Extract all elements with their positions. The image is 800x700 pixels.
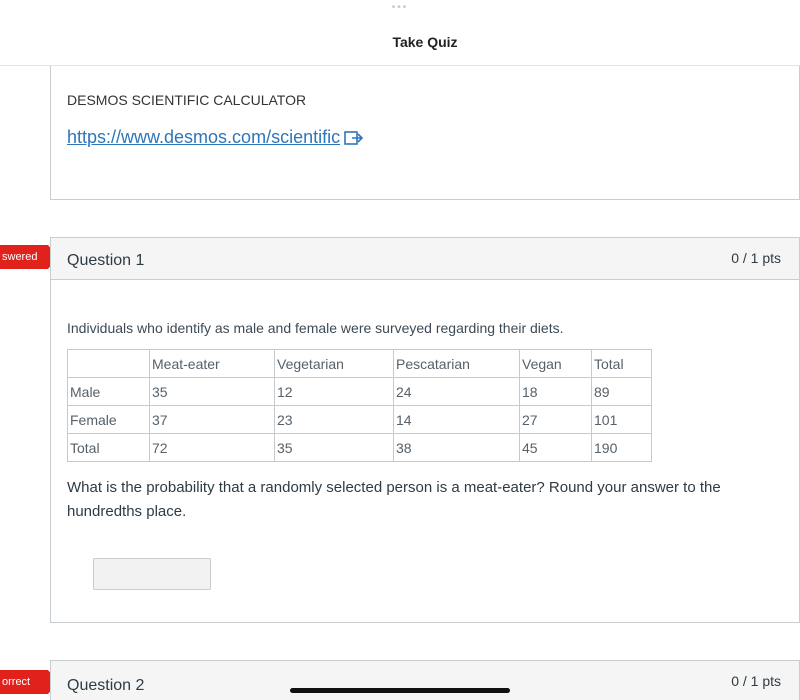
table-cell: 89 xyxy=(592,378,652,406)
table-row xyxy=(68,378,652,406)
table-header-cell: Vegetarian xyxy=(275,350,394,378)
question-2-title: Question 2 xyxy=(67,677,145,694)
home-indicator[interactable] xyxy=(290,688,510,693)
table-cell: 190 xyxy=(592,434,652,462)
table-cell: 37 xyxy=(150,406,275,434)
table-cell: Male xyxy=(68,378,150,406)
table-cell: Female xyxy=(68,406,150,434)
table-cell: 45 xyxy=(520,434,592,462)
calculator-title: DESMOS SCIENTIFIC CALCULATOR xyxy=(67,92,307,108)
table-cell: 24 xyxy=(394,378,520,406)
question-1-header xyxy=(51,238,799,280)
table-cell: 35 xyxy=(275,434,394,462)
calculator-panel xyxy=(50,66,800,200)
page-title: Take Quiz xyxy=(392,34,458,50)
question-2-points: 0 / 1 pts xyxy=(731,673,781,689)
question-1-intro: Individuals who identify as male and female were surveyed regarding their diets. xyxy=(67,320,564,336)
table-cell: 14 xyxy=(394,406,520,434)
table-cell: 18 xyxy=(520,378,592,406)
table-header-cell xyxy=(68,350,150,378)
question-1-points: 0 / 1 pts xyxy=(731,250,781,266)
table-cell: Total xyxy=(68,434,150,462)
question-2-header xyxy=(51,661,799,700)
table-header-cell: Meat-eater xyxy=(150,350,275,378)
external-link-icon xyxy=(344,130,364,146)
table-cell: 35 xyxy=(150,378,275,406)
question-2-card xyxy=(50,660,800,700)
table-cell: 23 xyxy=(275,406,394,434)
table-header-cell: Total xyxy=(592,350,652,378)
table-header-row xyxy=(68,350,652,378)
table-cell: 12 xyxy=(275,378,394,406)
question-1-title: Question 1 xyxy=(67,252,145,269)
table-cell: 38 xyxy=(394,434,520,462)
table-cell: 101 xyxy=(592,406,652,434)
table-cell: 72 xyxy=(150,434,275,462)
calculator-link[interactable] xyxy=(67,127,364,148)
table-cell: 27 xyxy=(520,406,592,434)
table-header-cell: Vegan xyxy=(520,350,592,378)
table-header-cell: Pescatarian xyxy=(394,350,520,378)
unanswered-flag: swered xyxy=(0,245,48,269)
diet-table xyxy=(67,349,652,462)
answer-input[interactable] xyxy=(93,558,211,590)
question-1-card xyxy=(50,237,800,623)
question-1-prompt: What is the probability that a randomly selected person is a meat-eater? Round your answer to the hundredths place. xyxy=(67,479,721,520)
table-row xyxy=(68,434,652,462)
top-bar xyxy=(0,0,800,66)
incorrect-flag: orrect xyxy=(0,670,48,694)
window-dots: ••• xyxy=(391,2,409,13)
calculator-link-text[interactable]: https://www.desmos.com/scientific xyxy=(67,127,341,147)
table-row xyxy=(68,406,652,434)
